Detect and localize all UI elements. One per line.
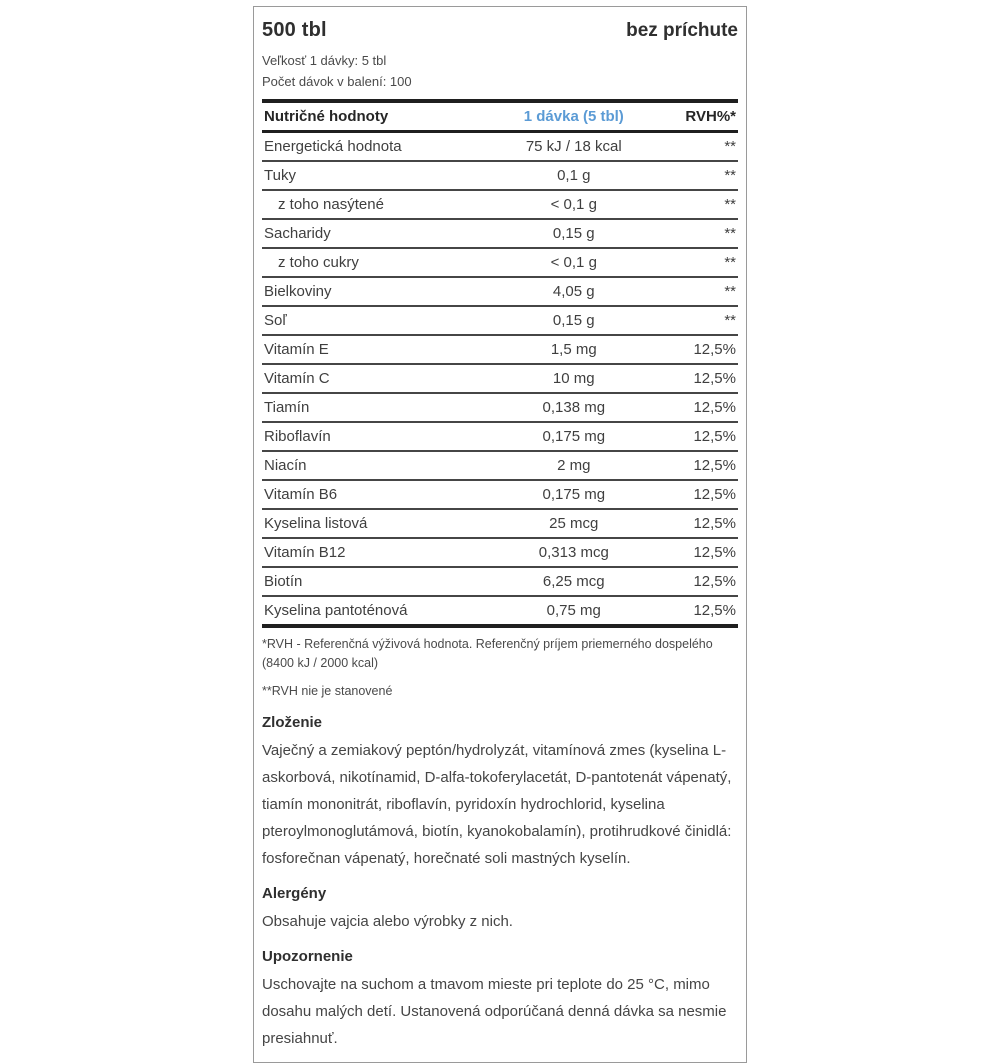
nutrition-row	[262, 451, 738, 480]
package-size: 500 tbl	[262, 19, 327, 41]
nutrient-value-cell: < 0,1 g	[486, 248, 662, 277]
nutrient-rvh-cell: 12,5%	[662, 538, 738, 567]
nutrition-row	[262, 393, 738, 422]
column-header-rvh: RVH%*	[662, 101, 738, 132]
section-title: Alergény	[262, 885, 327, 902]
nutrient-rvh-cell: 12,5%	[662, 480, 738, 509]
nutrient-value-cell: 0,15 g	[486, 219, 662, 248]
nutrition-row	[262, 161, 738, 190]
nutrient-name-cell: Vitamín B12	[262, 538, 486, 567]
section-title: Zloženie	[262, 714, 323, 731]
nutrient-value-cell: 0,75 mg	[486, 596, 662, 626]
nutrition-row	[262, 277, 738, 306]
nutrition-row	[262, 538, 738, 567]
nutrient-value-cell: 4,05 g	[486, 277, 662, 306]
footnote-rvh-definition: *RVH - Referenčná výživová hodnota. Referenčný príjem priemerného dospelého (8400 kJ / 2000 kcal)	[262, 637, 713, 670]
nutrient-rvh-cell: **	[662, 248, 738, 277]
flavor-name: bez príchute	[626, 20, 738, 41]
label-header	[262, 19, 738, 42]
nutrition-row	[262, 596, 738, 626]
nutrient-rvh-cell: 12,5%	[662, 451, 738, 480]
nutrient-value-cell: 0,1 g	[486, 161, 662, 190]
nutrient-value-cell: < 0,1 g	[486, 190, 662, 219]
nutrient-rvh-cell: 12,5%	[662, 567, 738, 596]
section-title: Upozornenie	[262, 948, 353, 965]
nutrition-row	[262, 567, 738, 596]
nutrition-table-header-row	[262, 101, 738, 132]
nutrient-value-cell: 0,15 g	[486, 306, 662, 335]
nutrition-row	[262, 480, 738, 509]
nutrient-name-cell: Bielkoviny	[262, 277, 486, 306]
nutrition-row	[262, 132, 738, 162]
nutrition-label	[253, 6, 747, 1063]
column-header-per-serving: 1 dávka (5 tbl)	[486, 101, 662, 132]
nutrient-name-cell: Vitamín E	[262, 335, 486, 364]
nutrient-value-cell: 1,5 mg	[486, 335, 662, 364]
nutrient-name-cell: Riboflavín	[262, 422, 486, 451]
nutrient-rvh-cell: **	[662, 161, 738, 190]
nutrient-name-cell: Tuky	[262, 161, 486, 190]
footnote-rvh-not-set: **RVH nie je stanovené	[262, 684, 393, 698]
serving-size-line: Veľkosť 1 dávky: 5 tbl	[262, 53, 387, 68]
nutrient-name-cell: Vitamín C	[262, 364, 486, 393]
nutrient-rvh-cell: **	[662, 219, 738, 248]
nutrient-name-cell: Biotín	[262, 567, 486, 596]
nutrition-row	[262, 306, 738, 335]
nutrient-name-cell: Niacín	[262, 451, 486, 480]
nutrition-table	[262, 99, 738, 628]
nutrient-value-cell: 0,175 mg	[486, 422, 662, 451]
nutrient-value-cell: 0,175 mg	[486, 480, 662, 509]
nutrient-rvh-cell: 12,5%	[662, 393, 738, 422]
nutrient-name-cell: z toho cukry	[262, 248, 486, 277]
nutrient-value-cell: 2 mg	[486, 451, 662, 480]
column-header-nutrient: Nutričné hodnoty	[262, 101, 486, 132]
nutrition-row	[262, 335, 738, 364]
nutrient-rvh-cell: **	[662, 277, 738, 306]
nutrient-value-cell: 25 mcg	[486, 509, 662, 538]
nutrient-value-cell: 10 mg	[486, 364, 662, 393]
nutrition-row	[262, 364, 738, 393]
nutrient-name-cell: Kyselina pantoténová	[262, 596, 486, 626]
section-text: Obsahuje vajcia alebo výrobky z nich.	[262, 913, 513, 930]
nutrient-name-cell: Energetická hodnota	[262, 132, 486, 162]
nutrition-row	[262, 190, 738, 219]
servings-per-pack-line: Počet dávok v balení: 100	[262, 74, 412, 89]
section-text: Uschovajte na suchom a tmavom mieste pri teplote do 25 °C, mimo dosahu malých detí. Ustanovená odporúčaná denná dávka sa nesmie presiahnuť.	[262, 976, 727, 1047]
nutrient-rvh-cell: 12,5%	[662, 596, 738, 626]
nutrient-rvh-cell: 12,5%	[662, 335, 738, 364]
nutrition-row	[262, 248, 738, 277]
nutrient-value-cell: 75 kJ / 18 kcal	[486, 132, 662, 162]
table-footnotes	[262, 635, 738, 701]
info-sections	[262, 711, 738, 1052]
nutrient-value-cell: 0,313 mcg	[486, 538, 662, 567]
nutrient-name-cell: Vitamín B6	[262, 480, 486, 509]
nutrient-value-cell: 0,138 mg	[486, 393, 662, 422]
nutrient-rvh-cell: **	[662, 190, 738, 219]
nutrient-rvh-cell: **	[662, 132, 738, 162]
nutrient-name-cell: Tiamín	[262, 393, 486, 422]
nutrient-name-cell: z toho nasýtené	[262, 190, 486, 219]
nutrition-row	[262, 509, 738, 538]
nutrient-rvh-cell: 12,5%	[662, 422, 738, 451]
nutrient-name-cell: Soľ	[262, 306, 486, 335]
nutrition-row	[262, 422, 738, 451]
nutrient-name-cell: Sacharidy	[262, 219, 486, 248]
nutrient-value-cell: 6,25 mcg	[486, 567, 662, 596]
nutrient-name-cell: Kyselina listová	[262, 509, 486, 538]
nutrient-rvh-cell: **	[662, 306, 738, 335]
section-text: Vaječný a zemiakový peptón/hydrolyzát, vitamínová zmes (kyselina L-askorbová, nikotínamid, D-alfa-tokoferylacetát, D-pantotenát vápenatý, tiamín mononitrát, riboflavín, pyridoxín hydrochlorid, kyselina pteroylmonoglutámová, biotín, kyanokobalamín), protihrudkové činidlá: fosforečnan vápenatý, horečnaté soli mastných kyselín.	[262, 742, 732, 867]
nutrient-rvh-cell: 12,5%	[662, 364, 738, 393]
nutrient-rvh-cell: 12,5%	[662, 509, 738, 538]
nutrition-row	[262, 219, 738, 248]
